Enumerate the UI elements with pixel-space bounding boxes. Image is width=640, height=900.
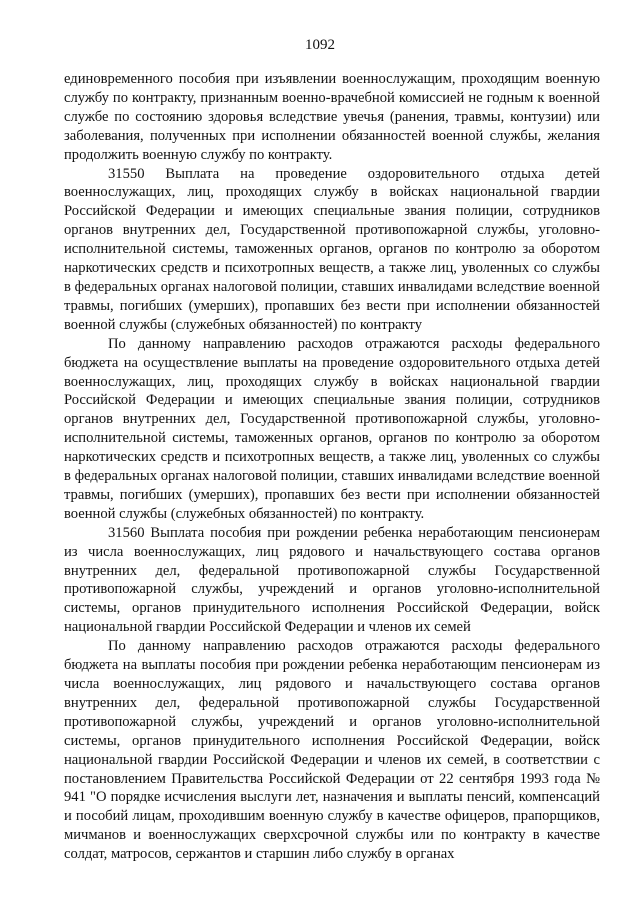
- paragraph-continuation: единовременного пособия при изъявлении военнослужащим, проходящим военную службу по контракту, признанным военно-врачебной комиссией не годным к военной службе по состоянию здоровья вследствие увечья (ранения, травмы, контузии) или заболевания, полученных при исполнении обязанностей военной службы, желания продолжить военную службу по контракту.: [64, 71, 600, 163]
- paragraph-31560-heading: 31560 Выплата пособия при рождении ребенка неработающим пенсионерам из числа военнослужащих, лиц рядового и начальствующего состава органов внутренних дел, федеральной противопожарной службы Государственной противопожарной службы, учреждений и органов уголовно-исполнительной системы, органов принудительного исполнения Российской Федерации, войск национальной гвардии Российской Федерации и членов их семей: [64, 524, 600, 636]
- document-body: [64, 70, 600, 864]
- paragraph-31560-description: По данному направлению расходов отражаются расходы федерального бюджета на выплаты пособия при рождении ребенка неработающим пенсионерам из числа военнослужащих, лиц рядового и начальствующего состава органов внутренних дел, федеральной противопожарной службы Государственной противопожарной службы, учреждений и органов уголовно-исполнительной системы, органов принудительного исполнения Российской Федерации, войск национальной гвардии Российской Федерации и членов их семей, в соответствии с постановлением Правительства Российской Федерации от 22 сентября 1993 года № 941 "О порядке исчисления выслуги лет, назначения и выплаты пенсий, компенсаций и пособий лицам, проходившим военную службу в качестве офицеров, прапорщиков, мичманов и военнослужащих сверхсрочной службы или по контракту в качестве солдат, матросов, сержантов и старшин либо службу в органах: [64, 638, 600, 863]
- page-number: 1092: [305, 37, 335, 53]
- paragraph-31550-heading: 31550 Выплата на проведение оздоровительного отдыха детей военнослужащих, лиц, проходящих службу в войсках национальной гвардии Российской Федерации и имеющих специальные звания полиции, сотрудников органов внутренних дел, Государственной противопожарной службы, уголовно-исполнительной системы, таможенных органов, органов по контролю за оборотом наркотических средств и психотропных веществ, а также лиц, уволенных со службы в федеральных органах налоговой полиции, ставших инвалидами вследствие военной травмы, погибших (умерших), пропавших без вести при исполнении обязанностей военной службы (служебных обязанностей) по контракту: [64, 165, 600, 333]
- paragraph-31550-description: По данному направлению расходов отражаются расходы федерального бюджета на осуществление выплаты на проведение оздоровительного отдыха детей военнослужащих, лиц, проходящих службу в войсках национальной гвардии Российской Федерации и имеющих специальные звания полиции, сотрудников органов внутренних дел, Государственной противопожарной службы, уголовно-исполнительной системы, таможенных органов, органов по контролю за оборотом наркотических средств и психотропных веществ, а также лиц, уволенных со службы в федеральных органах налоговой полиции, ставших инвалидами вследствие военной травмы, погибших (умерших), пропавших без вести при исполнении обязанностей военной службы (служебных обязанностей) по контракту.: [64, 335, 600, 522]
